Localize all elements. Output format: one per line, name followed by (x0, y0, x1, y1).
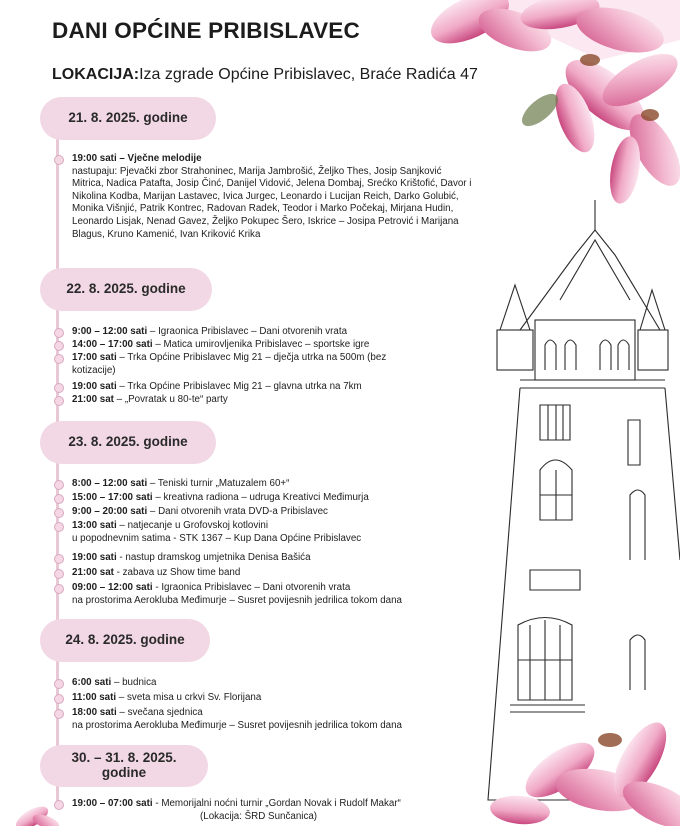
bullet-dot-icon (54, 554, 64, 564)
event-text: – kreativna radiona – udruga Kreativci Međimurja (152, 492, 369, 503)
event-text: - nastup dramskog umjetnika Denisa Bašića (116, 552, 311, 563)
event-text: – „Povratak u 80-te“ party (113, 394, 228, 405)
event-line: na prostorima Aerokluba Međimurje – Susret povijesnih jedrilica tokom dana (72, 719, 402, 731)
event-text: – sveta misa u crkvi Sv. Florijana (116, 692, 262, 703)
event-text: – natjecanje u Grofovskoj kotlovini (116, 520, 269, 531)
location-label: LOKACIJA: (52, 66, 140, 83)
location-line (52, 66, 478, 84)
event-text: – Matica umirovljenika Pribislavec – sportske igre (152, 339, 370, 350)
date-pill: 23. 8. 2025. godine (40, 421, 216, 464)
bullet-dot-icon (54, 679, 64, 689)
bullet-dot-icon (54, 328, 64, 338)
event-item (72, 478, 492, 491)
event-time: 9:00 – 12:00 sati (72, 326, 148, 337)
event-time: 19:00 sati (72, 381, 117, 392)
event-time: 18:00 sati (72, 707, 117, 718)
event-text: - Memorijalni noćni turnir „Gordan Novak i Rudolf Makar“ (152, 798, 401, 809)
event-item (72, 707, 492, 732)
event-item (72, 326, 492, 339)
event-item (72, 153, 552, 241)
magnolia-bottom-right-icon (489, 715, 680, 826)
event-time: 13:00 sati (72, 520, 117, 531)
event-item (72, 352, 492, 377)
event-text: – Dani otvorenih vrata DVD-a Pribislavec (147, 506, 328, 517)
event-text: – Teniski turnir „Matuzalem 60+“ (147, 478, 290, 489)
bullet-dot-icon (54, 800, 64, 810)
event-item (72, 567, 492, 580)
bullet-dot-icon (54, 522, 64, 532)
event-text: – svečana sjednica (116, 707, 203, 718)
event-item (72, 506, 492, 519)
event-text: – Trka Općine Pribislavec Mig 21 – glavna utrka na 7km (116, 381, 362, 392)
event-line: (Lokacija: ŠRD Sunčanica) (200, 810, 318, 822)
date-pill-label: 30. – 31. 8. 2025. godine (71, 750, 177, 780)
bullet-dot-icon (54, 694, 64, 704)
bullet-dot-icon (54, 508, 64, 518)
event-text: - Igraonica Pribislavec – Dani otvorenih vrata (152, 582, 351, 593)
event-item (72, 381, 492, 394)
event-time: 21:00 sat (72, 567, 114, 578)
bullet-dot-icon (54, 155, 64, 165)
event-time: 17:00 sati (72, 352, 117, 363)
event-item (72, 677, 492, 690)
event-line: Monika Višnjić, Patrik Kontrec, Radovan Radek, Teodor i Marko Počekaj, Mirjana Hudin, (72, 203, 454, 215)
event-time: 19:00 – 07:00 sati (72, 798, 153, 809)
date-pill: 22. 8. 2025. godine (40, 268, 212, 311)
bullet-dot-icon (54, 584, 64, 594)
bullet-dot-icon (54, 341, 64, 351)
bullet-dot-icon (54, 480, 64, 490)
event-line: u popodnevnim satima - STK 1367 – Kup Dana Općine Pribislavec (72, 532, 362, 544)
event-text: - zabava uz Show time band (113, 567, 241, 578)
event-line: kotizacije) (72, 364, 116, 376)
bullet-dot-icon (54, 569, 64, 579)
bullet-dot-icon (54, 383, 64, 393)
date-pill: 24. 8. 2025. godine (40, 619, 210, 662)
bullet-dot-icon (54, 494, 64, 504)
bullet-dot-icon (54, 354, 64, 364)
date-pill (40, 745, 208, 787)
event-line: na prostorima Aerokluba Međimurje – Susret povijesnih jedrilica tokom dana (72, 594, 402, 606)
event-time: 15:00 – 17:00 sati (72, 492, 153, 503)
event-text: – Igraonica Pribislavec – Dani otvorenih vrata (147, 326, 348, 337)
event-time: 6:00 sati (72, 677, 112, 688)
tower-illustration (488, 200, 680, 800)
event-line: Mitrica, Nadica Patafta, Josip Činć, Danijel Vidović, Jelena Dombaj, Srećko Krištofić, Davor i (72, 178, 472, 190)
event-item (72, 692, 492, 705)
event-text: – budnica (111, 677, 157, 688)
event-item (72, 339, 492, 352)
event-line: Blagus, Kruno Kamenić, Ivan Kriković Krika (72, 228, 261, 240)
event-line: Nikolina Kodba, Marijan Lastavec, Ivica Jurgec, Leonardo i Lucijan Reich, Darko Golubić, (72, 190, 459, 202)
event-line: Leonardo Lisjak, Nenad Gavez, Željko Pokupec Šero, Iskrice – Josipa Petrović i Marijana (72, 215, 459, 227)
event-item (72, 492, 492, 505)
event-time: 19:00 sati (72, 552, 117, 563)
event-item (72, 520, 492, 545)
date-pill: 21. 8. 2025. godine (40, 97, 216, 140)
event-time: 14:00 – 17:00 sati (72, 339, 153, 350)
event-time: 8:00 – 12:00 sati (72, 478, 148, 489)
event-line: nastupaju: Pjevački zbor Strahoninec, Marija Jambrošić, Željko Thes, Josip Sanjković (72, 165, 442, 177)
location-value: Iza zgrade Općine Pribislavec, Braće Radića 47 (139, 66, 478, 83)
event-time: 21:00 sat (72, 394, 114, 405)
event-time: 09:00 – 12:00 sati (72, 582, 153, 593)
bullet-dot-icon (54, 709, 64, 719)
event-item (72, 582, 492, 607)
event-item (72, 798, 492, 823)
event-item (72, 394, 492, 407)
event-time: 9:00 – 20:00 sati (72, 506, 148, 517)
event-text: – Trka Općine Pribislavec Mig 21 – dječja utrka na 500m (bez (116, 352, 387, 363)
event-time: 19:00 sati – Vječne melodije (72, 153, 202, 164)
event-time: 11:00 sati (72, 692, 117, 703)
event-item (72, 552, 492, 565)
page-title: DANI OPĆINE PRIBISLAVEC (52, 18, 360, 43)
bullet-dot-icon (54, 396, 64, 406)
